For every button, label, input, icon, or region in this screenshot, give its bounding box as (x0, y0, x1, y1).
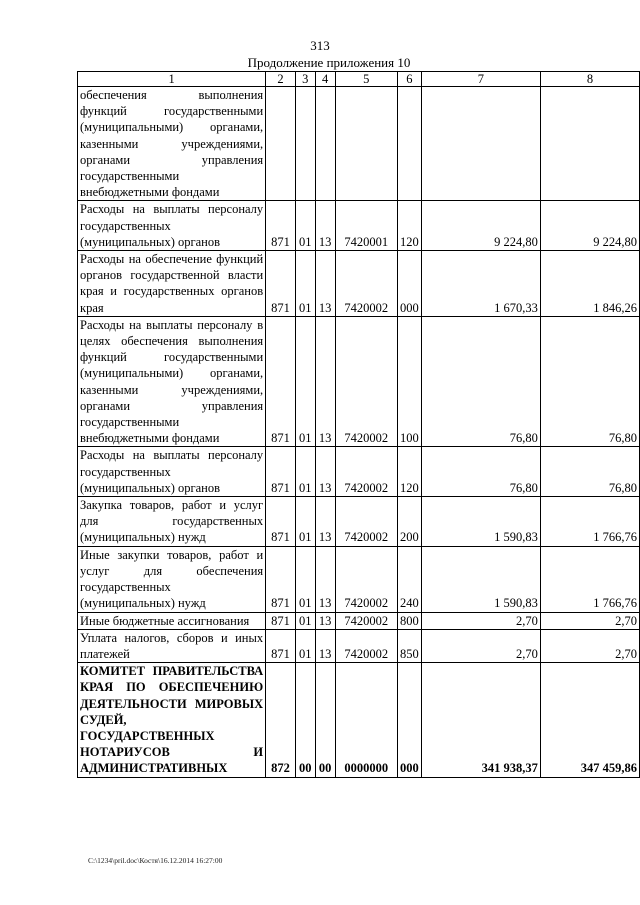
expense-type-cell: 200 (397, 497, 421, 547)
subsection-code-cell: 13 (315, 316, 335, 447)
subsection-code-cell: 13 (315, 546, 335, 612)
table-row (78, 546, 640, 612)
description-cell: Иные бюджетные ассигнования (78, 612, 266, 629)
table-row (78, 629, 640, 662)
description-cell: Расходы на выплаты персоналу в целях обеспечения выполнения функций государственными (муниципальными) органами, казенными учреждениями, органами управления государственными внебюджетными фондами (78, 316, 266, 447)
ministry-code-cell: 871 (266, 201, 296, 251)
description-cell: Иные закупки товаров, работ и услуг для обеспечения государственных (муниципальных) нужд (78, 546, 266, 612)
description-cell: Расходы на выплаты персоналу государственных (муниципальных) органов (78, 201, 266, 251)
subsection-code-cell: 13 (315, 201, 335, 251)
expense-type-cell: 120 (397, 201, 421, 251)
table-row (78, 497, 640, 547)
budget-table (77, 71, 640, 778)
subsection-code-cell: 13 (315, 497, 335, 547)
table-row (78, 663, 640, 777)
table-row (78, 447, 640, 497)
amount-year1-cell: 2,70 (421, 629, 540, 662)
amount-year2-cell: 1 766,76 (540, 497, 639, 547)
section-code-cell: 00 (295, 663, 315, 777)
target-article-cell: 7420002 (335, 316, 397, 447)
amount-year2-cell: 2,70 (540, 629, 639, 662)
continuation-title: Продолжение приложения 10 (247, 55, 411, 70)
target-article-cell: 7420002 (335, 629, 397, 662)
subsection-code-cell: 13 (315, 447, 335, 497)
amount-year2-cell: 347 459,86 (540, 663, 639, 777)
subsection-code-cell: 13 (315, 612, 335, 629)
column-header: 6 (397, 72, 421, 87)
column-header: 1 (78, 72, 266, 87)
amount-year1-cell: 76,80 (421, 316, 540, 447)
table-header-row (78, 72, 640, 87)
target-article-cell (335, 87, 397, 201)
column-header: 3 (295, 72, 315, 87)
amount-year1-cell (421, 87, 540, 201)
target-article-cell: 0000000 (335, 663, 397, 777)
ministry-code-cell: 871 (266, 612, 296, 629)
target-article-cell: 7420002 (335, 497, 397, 547)
amount-year2-cell (540, 87, 639, 201)
section-code-cell: 01 (295, 629, 315, 662)
amount-year1-cell: 76,80 (421, 447, 540, 497)
amount-year2-cell: 1 766,76 (540, 546, 639, 612)
section-code-cell: 01 (295, 316, 315, 447)
description-cell: обеспечения выполнения функций государственными (муниципальными) органами, казенными учреждениями, органами управления государственными внебюджетными фондами (78, 87, 266, 201)
target-article-cell: 7420002 (335, 447, 397, 497)
section-code-cell: 01 (295, 251, 315, 317)
amount-year1-cell: 1 590,83 (421, 546, 540, 612)
ministry-code-cell: 871 (266, 497, 296, 547)
amount-year2-cell: 2,70 (540, 612, 639, 629)
target-article-cell: 7420002 (335, 546, 397, 612)
column-header: 2 (266, 72, 296, 87)
file-path-footer: C:\1234\pril.doc\Костя\16.12.2014 16:27:00 (88, 856, 223, 865)
section-code-cell: 01 (295, 497, 315, 547)
section-code-cell: 01 (295, 546, 315, 612)
table-row (78, 201, 640, 251)
ministry-code-cell: 871 (266, 447, 296, 497)
ministry-code-cell: 871 (266, 251, 296, 317)
column-header: 4 (315, 72, 335, 87)
amount-year1-cell: 2,70 (421, 612, 540, 629)
column-header: 5 (335, 72, 397, 87)
expense-type-cell: 800 (397, 612, 421, 629)
amount-year2-cell: 76,80 (540, 447, 639, 497)
target-article-cell: 7420001 (335, 201, 397, 251)
table-row (78, 316, 640, 447)
subsection-code-cell: 00 (315, 663, 335, 777)
table-row (78, 87, 640, 201)
column-header: 8 (540, 72, 639, 87)
expense-type-cell: 100 (397, 316, 421, 447)
subsection-code-cell: 13 (315, 629, 335, 662)
section-code-cell: 01 (295, 447, 315, 497)
expense-type-cell: 240 (397, 546, 421, 612)
description-cell: КОМИТЕТ ПРАВИТЕЛЬСТВА КРАЯ ПО ОБЕСПЕЧЕНИЮ ДЕЯТЕЛЬНОСТИ МИРОВЫХ СУДЕЙ, ГОСУДАРСТВЕННЫХ НОТАРИУСОВ И АДМИНИСТРАТИВНЫХ (78, 663, 266, 777)
ministry-code-cell: 872 (266, 663, 296, 777)
amount-year1-cell: 1 590,83 (421, 497, 540, 547)
target-article-cell: 7420002 (335, 251, 397, 317)
description-cell: Расходы на выплаты персоналу государственных (муниципальных) органов (78, 447, 266, 497)
expense-type-cell: 120 (397, 447, 421, 497)
subsection-code-cell (315, 87, 335, 201)
table-row (78, 251, 640, 317)
expense-type-cell (397, 87, 421, 201)
description-cell: Уплата налогов, сборов и иных платежей (78, 629, 266, 662)
page-number: 313 (310, 38, 330, 53)
amount-year1-cell: 1 670,33 (421, 251, 540, 317)
amount-year1-cell: 341 938,37 (421, 663, 540, 777)
description-cell: Расходы на обеспечение функций органов государственной власти края и государственных органов края (78, 251, 266, 317)
expense-type-cell: 000 (397, 663, 421, 777)
ministry-code-cell: 871 (266, 316, 296, 447)
column-header: 7 (421, 72, 540, 87)
section-code-cell: 01 (295, 612, 315, 629)
amount-year1-cell: 9 224,80 (421, 201, 540, 251)
ministry-code-cell: 871 (266, 546, 296, 612)
expense-type-cell: 850 (397, 629, 421, 662)
expense-type-cell: 000 (397, 251, 421, 317)
amount-year2-cell: 9 224,80 (540, 201, 639, 251)
ministry-code-cell: 871 (266, 629, 296, 662)
amount-year2-cell: 76,80 (540, 316, 639, 447)
target-article-cell: 7420002 (335, 612, 397, 629)
amount-year2-cell: 1 846,26 (540, 251, 639, 317)
description-cell: Закупка товаров, работ и услуг для государственных (муниципальных) нужд (78, 497, 266, 547)
section-code-cell (295, 87, 315, 201)
subsection-code-cell: 13 (315, 251, 335, 317)
table-row (78, 612, 640, 629)
section-code-cell: 01 (295, 201, 315, 251)
ministry-code-cell (266, 87, 296, 201)
